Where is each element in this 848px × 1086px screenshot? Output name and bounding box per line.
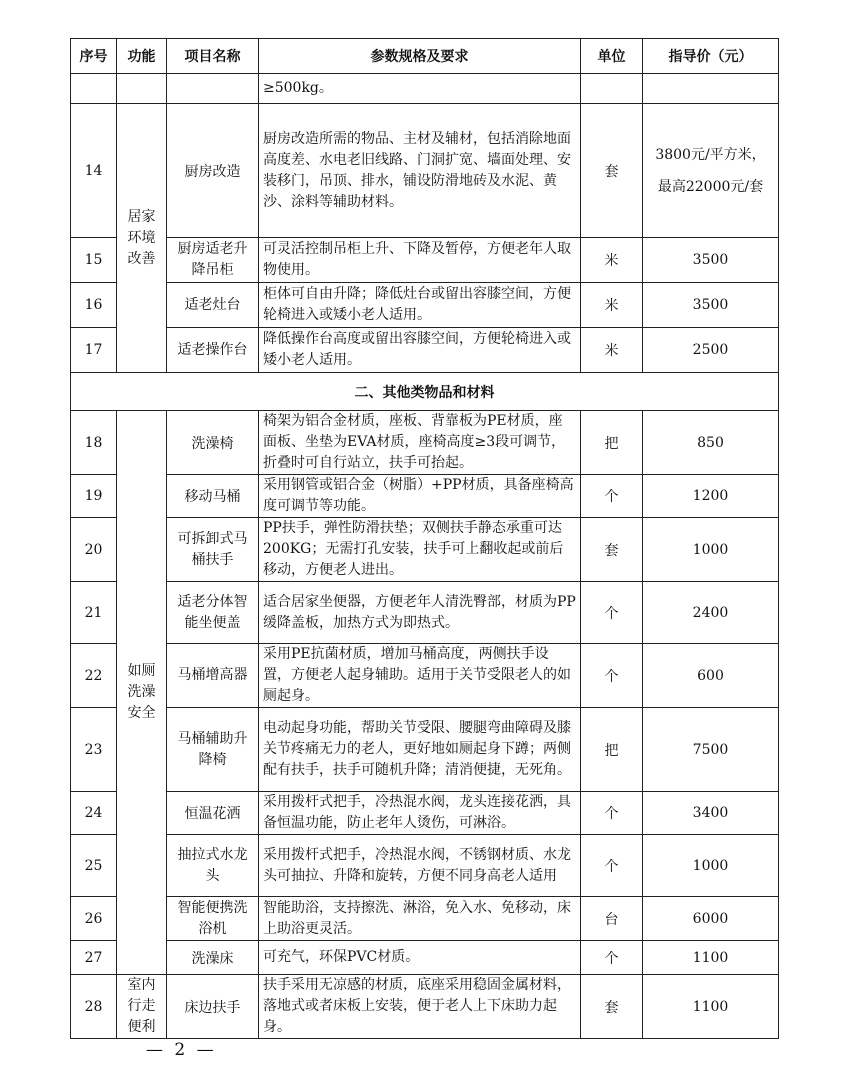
row-price xyxy=(643,74,779,104)
row-no: 25 xyxy=(71,835,117,897)
row-name: 可拆卸式马桶扶手 xyxy=(167,518,259,582)
row-no: 17 xyxy=(71,328,117,373)
row-spec: 扶手采用无凉感的材质，底座采用稳固金属材料，落地式或者床板上安装，便于老人上下床助力起身。 xyxy=(259,975,581,1039)
table-row xyxy=(71,283,779,328)
table-row xyxy=(71,74,779,104)
row-price: 6000 xyxy=(643,897,779,941)
header-price: 指导价（元） xyxy=(643,39,779,74)
row-spec: 采用拨杆式把手，冷热混水阀，龙头连接花洒，具备恒温功能，防止老年人烫伤，可淋浴。 xyxy=(259,792,581,835)
function-cell: 居家环境改善 xyxy=(117,104,167,373)
row-unit: 套 xyxy=(581,975,643,1039)
header-no: 序号 xyxy=(71,39,117,74)
row-price: 3400 xyxy=(643,792,779,835)
continuation-spec: ≥500kg。 xyxy=(259,74,581,104)
row-price: 3500 xyxy=(643,238,779,283)
section-row xyxy=(71,373,779,411)
price-table xyxy=(70,38,779,1039)
row-spec: 可充气，环保PVC材质。 xyxy=(259,941,581,975)
row-price xyxy=(643,104,779,238)
row-spec: 采用PE抗菌材质，增加马桶高度，两侧扶手设置，方便老人起身辅助。适用于关节受限老人的如厕起身。 xyxy=(259,644,581,708)
row-name: 洗澡椅 xyxy=(167,411,259,475)
row-no xyxy=(71,74,117,104)
row-unit: 个 xyxy=(581,582,643,644)
row-name: 智能便携洗浴机 xyxy=(167,897,259,941)
row-name: 厨房改造 xyxy=(167,104,259,238)
row-no: 24 xyxy=(71,792,117,835)
price-line-2: 最高22000元/套 xyxy=(657,178,764,195)
row-unit: 个 xyxy=(581,941,643,975)
row-price: 2500 xyxy=(643,328,779,373)
row-spec: 降低操作台高度或留出容膝空间，方便轮椅进入或矮小老人适用。 xyxy=(259,328,581,373)
row-spec: 可灵活控制吊柜上升、下降及暂停，方便老年人取物使用。 xyxy=(259,238,581,283)
row-name: 适老分体智能坐便盖 xyxy=(167,582,259,644)
table-row xyxy=(71,475,779,518)
header-function: 功能 xyxy=(117,39,167,74)
table-row xyxy=(71,897,779,941)
table-row xyxy=(71,582,779,644)
row-spec: 智能助浴，支持擦洗、淋浴，免入水、免移动，床上助浴更灵活。 xyxy=(259,897,581,941)
row-price: 1100 xyxy=(643,941,779,975)
row-unit: 米 xyxy=(581,328,643,373)
row-spec: 厨房改造所需的物品、主材及辅材，包括消除地面高度差、水电老旧线路、门洞扩宽、墙面处理、安装移门，吊顶、排水，铺设防滑地砖及水泥、黄沙、涂料等辅助材料。 xyxy=(259,104,581,238)
table-row xyxy=(71,708,779,792)
row-spec: 电动起身功能，帮助关节受限、腰腿弯曲障碍及膝关节疼痛无力的老人，更好地如厕起身下蹲；两侧配有扶手，扶手可随机升降；清消便捷，无死角。 xyxy=(259,708,581,792)
table-row xyxy=(71,975,779,1039)
row-spec: 适合居家坐便器，方便老年人清洗臀部，材质为PP缓降盖板，加热方式为即热式。 xyxy=(259,582,581,644)
table-row xyxy=(71,792,779,835)
table-row xyxy=(71,835,779,897)
table-header-row xyxy=(71,39,779,74)
row-unit: 米 xyxy=(581,238,643,283)
row-name: 移动马桶 xyxy=(167,475,259,518)
row-no: 27 xyxy=(71,941,117,975)
function-cell: 室内行走便利 xyxy=(117,975,167,1039)
row-no: 14 xyxy=(71,104,117,238)
row-name: 适老操作台 xyxy=(167,328,259,373)
table-row xyxy=(71,518,779,582)
row-unit: 套 xyxy=(581,104,643,238)
row-no: 18 xyxy=(71,411,117,475)
row-name: 洗澡床 xyxy=(167,941,259,975)
row-unit: 个 xyxy=(581,835,643,897)
row-no: 19 xyxy=(71,475,117,518)
row-unit: 米 xyxy=(581,283,643,328)
row-name xyxy=(167,74,259,104)
section-title: 二、其他类物品和材料 xyxy=(71,373,779,411)
row-price: 1200 xyxy=(643,475,779,518)
table-row xyxy=(71,941,779,975)
header-unit: 单位 xyxy=(581,39,643,74)
row-price: 600 xyxy=(643,644,779,708)
row-unit: 把 xyxy=(581,708,643,792)
row-price: 3500 xyxy=(643,283,779,328)
row-spec: 采用拨杆式把手，冷热混水阀，不锈钢材质、水龙头可抽拉、升降和旋转，方便不同身高老人适用 xyxy=(259,835,581,897)
row-unit: 套 xyxy=(581,518,643,582)
row-no: 21 xyxy=(71,582,117,644)
header-item-name: 项目名称 xyxy=(167,39,259,74)
row-unit: 个 xyxy=(581,644,643,708)
row-price: 1000 xyxy=(643,518,779,582)
table-row xyxy=(71,238,779,283)
row-no: 23 xyxy=(71,708,117,792)
row-name: 马桶增高器 xyxy=(167,644,259,708)
table-row xyxy=(71,644,779,708)
row-no: 26 xyxy=(71,897,117,941)
row-name: 适老灶台 xyxy=(167,283,259,328)
price-line-1: 3800元/平方米， xyxy=(655,146,766,163)
row-price: 1000 xyxy=(643,835,779,897)
row-function xyxy=(117,74,167,104)
function-cell: 如厕洗澡安全 xyxy=(117,411,167,975)
row-name: 厨房适老升降吊柜 xyxy=(167,238,259,283)
row-unit: 台 xyxy=(581,897,643,941)
row-unit xyxy=(581,74,643,104)
row-no: 28 xyxy=(71,975,117,1039)
row-price: 7500 xyxy=(643,708,779,792)
row-no: 15 xyxy=(71,238,117,283)
row-unit: 个 xyxy=(581,792,643,835)
header-spec: 参数规格及要求 xyxy=(259,39,581,74)
row-spec: 采用钢管或铝合金（树脂）+PP材质，具备座椅高度可调节等功能。 xyxy=(259,475,581,518)
row-name: 恒温花洒 xyxy=(167,792,259,835)
row-price: 2400 xyxy=(643,582,779,644)
table-row xyxy=(71,328,779,373)
row-no: 20 xyxy=(71,518,117,582)
row-unit: 把 xyxy=(581,411,643,475)
row-price: 1100 xyxy=(643,975,779,1039)
row-spec: 柜体可自由升降；降低灶台或留出容膝空间，方便轮椅进入或矮小老人适用。 xyxy=(259,283,581,328)
row-spec: 椅架为铝合金材质，座板、背靠板为PE材质，座面板、坐垫为EVA材质，座椅高度≥3段可调节，折叠时可自行站立，扶手可抬起。 xyxy=(259,411,581,475)
row-name: 马桶辅助升降椅 xyxy=(167,708,259,792)
row-price: 850 xyxy=(643,411,779,475)
row-name: 抽拉式水龙头 xyxy=(167,835,259,897)
table-row xyxy=(71,104,779,238)
row-no: 16 xyxy=(71,283,117,328)
row-unit: 个 xyxy=(581,475,643,518)
row-name: 床边扶手 xyxy=(167,975,259,1039)
row-no: 22 xyxy=(71,644,117,708)
table-row xyxy=(71,411,779,475)
row-spec: PP扶手，弹性防滑扶垫；双侧扶手静态承重可达200KG；无需打孔安装，扶手可上翻收起或前后移动，方便老人进出。 xyxy=(259,518,581,582)
page-number: — 2 — xyxy=(146,1040,217,1060)
